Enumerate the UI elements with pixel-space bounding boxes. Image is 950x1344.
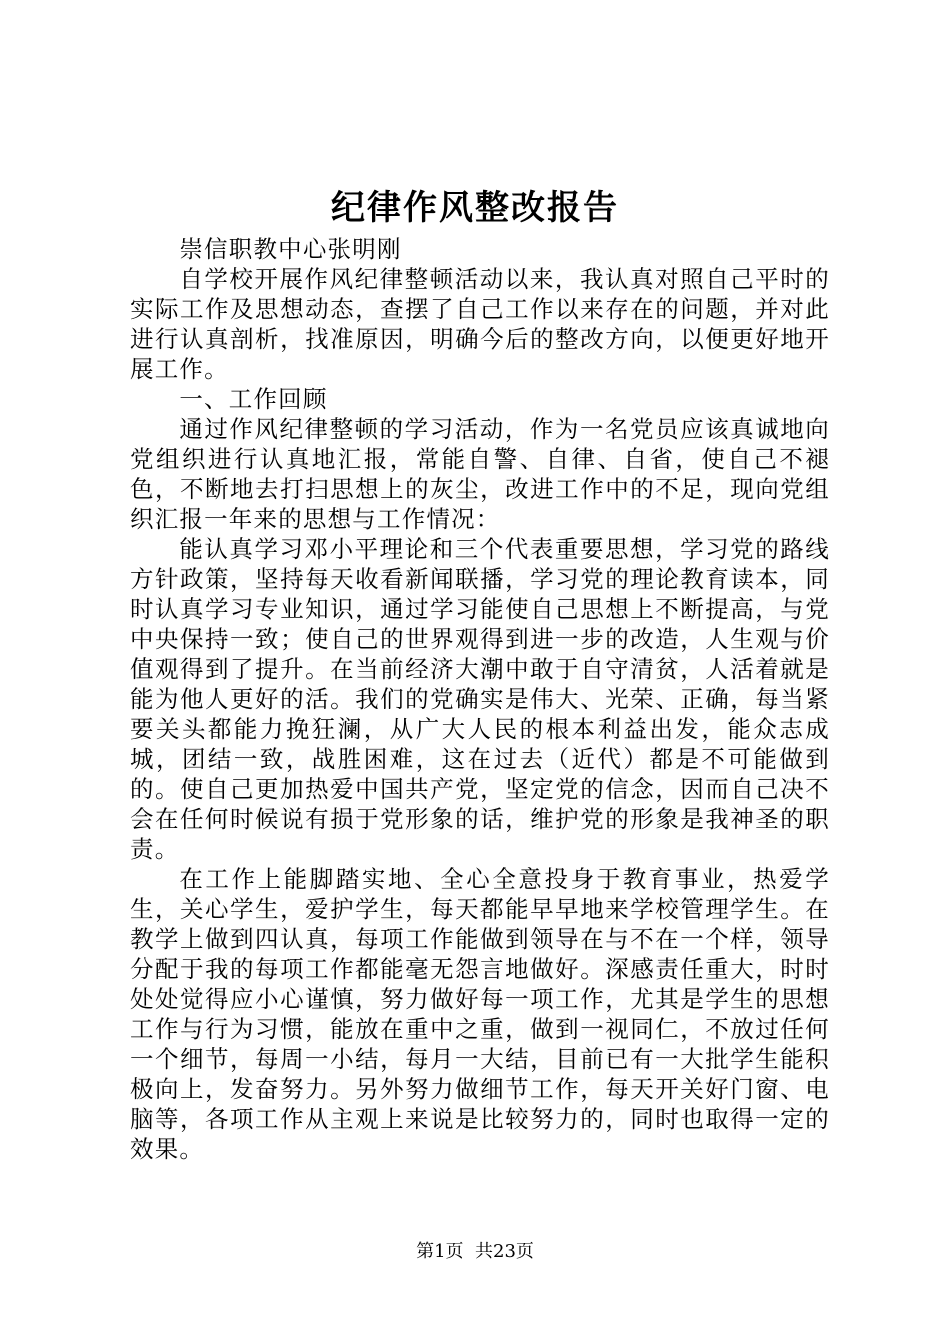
page-number-label: 第1页 共23页 xyxy=(416,1241,534,1262)
page-footer xyxy=(0,1240,950,1264)
body-paragraph: 通过作风纪律整顿的学习活动，作为一名党员应该真诚地向党组织进行认真地汇报，常能自警、自律、自省，使自己不褪色，不断地去打扫思想上的灰尘，改进工作中的不足，现向党组织汇报一年来的思想与工作情况： xyxy=(130,415,830,533)
body-paragraph: 能认真学习邓小平理论和三个代表重要思想，学习党的路线方针政策，坚持每天收看新闻联播，学习党的理论教育读本，同时认真学习专业知识，通过学习能使自己思想上不断提高，与党中央保持一致；使自己的世界观得到进一步的改造，人生观与价值观得到了提升。在当前经济大潮中敢于自守清贫，人活着就是能为他人更好的活。我们的党确实是伟大、光荣、正确，每当紧要关头都能力挽狂澜，从广大人民的根本利益出发，能众志成城，团结一致，战胜困难，这在过去（近代）都是不可能做到的。使自己更加热爱中国共产党，坚定党的信念，因而自己决不会在任何时候说有损于党形象的话，维护党的形象是我神圣的职责。 xyxy=(130,535,830,863)
document-title: 纪律作风整改报告 xyxy=(331,188,619,228)
intro-paragraph: 自学校开展作风纪律整顿活动以来，我认真对照自己平时的实际工作及思想动态，查摆了自己工作以来存在的问题，并对此进行认真剖析，找准原因，明确今后的整改方向，以便更好地开展工作。 xyxy=(130,265,830,383)
body-paragraph: 在工作上能脚踏实地、全心全意投身于教育事业，热爱学生，关心学生，爱护学生，每天都能早早地来学校管理学生。在教学上做到四认真，每项工作能做到领导在与不在一个样，领导分配于我的每项工作都能毫无怨言地做好。深感责任重大，时时处处觉得应小心谨慎，努力做好每一项工作，尤其是学生的思想工作与行为习惯，能放在重中之重，做到一视同仁，不放过任何一个细节，每周一小结，每月一大结，目前已有一大批学生能积极向上，发奋努力。另外努力做细节工作，每天开关好门窗、电脑等，各项工作从主观上来说是比较努力的，同时也取得一定的效果。 xyxy=(130,865,830,1163)
section-heading: 一、工作回顾 xyxy=(179,385,328,413)
document-body xyxy=(130,234,830,1164)
author-line: 崇信职教中心张明刚 xyxy=(179,235,402,263)
